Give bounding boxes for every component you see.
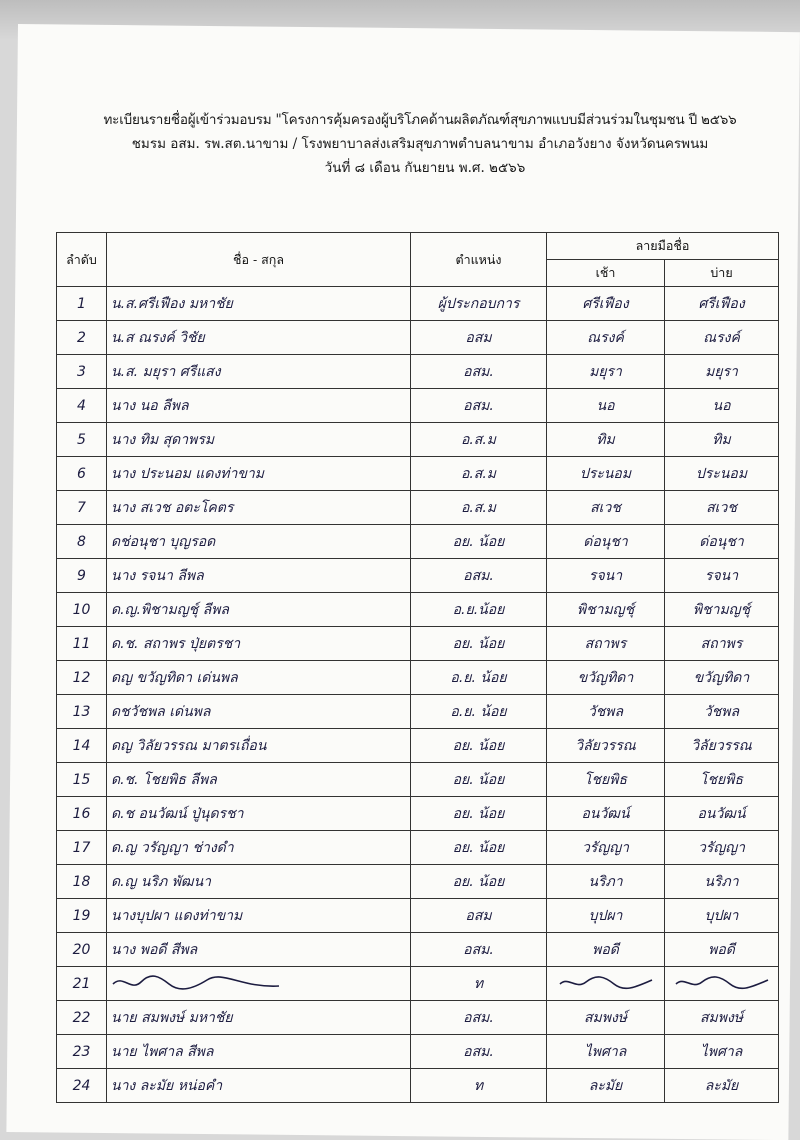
participant-name: นาง นอ ลีพล [107, 389, 411, 423]
row-number: 18 [57, 865, 107, 899]
afternoon-signature [665, 967, 779, 1001]
document-header [60, 108, 780, 180]
morning-signature: วัชพล [547, 695, 665, 729]
row-number: 4 [57, 389, 107, 423]
col-afternoon-header: บ่าย [665, 260, 779, 287]
participant-position: อ.ย.น้อย [411, 593, 547, 627]
table-row [57, 865, 779, 899]
morning-signature: ทิม [547, 423, 665, 457]
table-row [57, 593, 779, 627]
afternoon-signature: วรัญญา [665, 831, 779, 865]
participant-name: ดชวัชพล เด่นพล [107, 695, 411, 729]
col-name-header: ชื่อ - สกุล [107, 233, 411, 287]
col-no-header: ลำดับ [57, 233, 107, 287]
morning-signature: บุปผา [547, 899, 665, 933]
morning-signature: สมพงษ์ [547, 1001, 665, 1035]
participant-name: น.ส. มยุรา ศรีแสง [107, 355, 411, 389]
table-row [57, 729, 779, 763]
morning-signature: ด่อนุชา [547, 525, 665, 559]
participant-position: อย. น้อย [411, 729, 547, 763]
participant-name: ดญ วิลัยวรรณ มาตรเถื่อน [107, 729, 411, 763]
participant-position: อสม. [411, 389, 547, 423]
participant-position: อสม. [411, 1001, 547, 1035]
table-row [57, 287, 779, 321]
participant-position: อสม. [411, 355, 547, 389]
header-row [57, 233, 779, 260]
afternoon-signature: นอ [665, 389, 779, 423]
morning-signature: นอ [547, 389, 665, 423]
participant-name: ดญ ขวัญทิดา เด่นพล [107, 661, 411, 695]
row-number: 10 [57, 593, 107, 627]
table-row [57, 423, 779, 457]
table-body [57, 287, 779, 1103]
morning-signature: ณรงค์ [547, 321, 665, 355]
morning-signature: สเวช [547, 491, 665, 525]
participant-position: อย. น้อย [411, 763, 547, 797]
table-row [57, 1035, 779, 1069]
table-row [57, 1069, 779, 1103]
morning-signature: สถาพร [547, 627, 665, 661]
afternoon-signature: พิชามญชุ์ [665, 593, 779, 627]
afternoon-signature: รจนา [665, 559, 779, 593]
morning-signature: รจนา [547, 559, 665, 593]
row-number: 12 [57, 661, 107, 695]
table-row [57, 389, 779, 423]
morning-signature: มยุรา [547, 355, 665, 389]
participant-position: ผู้ประกอบการ [411, 287, 547, 321]
row-number: 23 [57, 1035, 107, 1069]
participant-name: นาย สมพงษ์ มหาชัย [107, 1001, 411, 1035]
row-number: 16 [57, 797, 107, 831]
table-row [57, 763, 779, 797]
participant-name: นาง รจนา ลีพล [107, 559, 411, 593]
row-number: 17 [57, 831, 107, 865]
afternoon-signature: วัชพล [665, 695, 779, 729]
morning-signature: อนวัฒน์ [547, 797, 665, 831]
table-row [57, 967, 779, 1001]
table-row [57, 797, 779, 831]
table-row [57, 695, 779, 729]
participant-name: ด.ช อนวัฒน์ ปู่นุดรชา [107, 797, 411, 831]
table-row [57, 559, 779, 593]
morning-signature: นริภา [547, 865, 665, 899]
participant-name: นาง พอดี สีพล [107, 933, 411, 967]
participant-name: ด.ญ วรัญญา ช่างดำ [107, 831, 411, 865]
afternoon-signature: ละมัย [665, 1069, 779, 1103]
afternoon-signature: นริภา [665, 865, 779, 899]
row-number: 11 [57, 627, 107, 661]
participant-position: อสม. [411, 559, 547, 593]
afternoon-signature: อนวัฒน์ [665, 797, 779, 831]
table-row [57, 1001, 779, 1035]
participant-name: น.ส ณรงค์ วิชัย [107, 321, 411, 355]
col-signature-header: ลายมือชื่อ [547, 233, 779, 260]
participant-position: อย. น้อย [411, 525, 547, 559]
row-number: 19 [57, 899, 107, 933]
participant-name: นางบุปผา แดงท่าขาม [107, 899, 411, 933]
row-number: 6 [57, 457, 107, 491]
row-number: 22 [57, 1001, 107, 1035]
row-number: 2 [57, 321, 107, 355]
morning-signature: วิลัยวรรณ [547, 729, 665, 763]
scribble-mark [111, 970, 281, 994]
participant-name: ด.ญ นริภ พัฒนา [107, 865, 411, 899]
row-number: 1 [57, 287, 107, 321]
registration-table [56, 232, 779, 1103]
participant-position: อ.ย. น้อย [411, 661, 547, 695]
table-row [57, 627, 779, 661]
participant-name: ด.ช. โชยพิธ ลีพล [107, 763, 411, 797]
row-number: 8 [57, 525, 107, 559]
morning-signature: ประนอม [547, 457, 665, 491]
participant-name: ด.ญ.พิชามญชุ์ ลีพล [107, 593, 411, 627]
participant-name: นาง ทิม สุดาพรม [107, 423, 411, 457]
morning-signature: พิชามญชุ์ [547, 593, 665, 627]
participant-name: นาง ประนอม แดงท่าขาม [107, 457, 411, 491]
participant-name: นาง สเวช อตะโคตร [107, 491, 411, 525]
afternoon-signature: บุปผา [665, 899, 779, 933]
participant-position: อ.ย. น้อย [411, 695, 547, 729]
participant-position: อ.ส.ม [411, 491, 547, 525]
table-row [57, 899, 779, 933]
afternoon-signature: สมพงษ์ [665, 1001, 779, 1035]
row-number: 7 [57, 491, 107, 525]
morning-signature: ละมัย [547, 1069, 665, 1103]
participant-position: อสม. [411, 1035, 547, 1069]
col-position-header: ตำแหน่ง [411, 233, 547, 287]
morning-signature: วรัญญา [547, 831, 665, 865]
participant-position: อย. น้อย [411, 797, 547, 831]
header-organization: ชมรม อสม. รพ.สต.นาขาม / โรงพยาบาลส่งเสริมสุขภาพตำบลนาขาม อำเภอวังยาง จังหวัดนครพนม [131, 136, 709, 152]
afternoon-signature: ไพศาล [665, 1035, 779, 1069]
row-number: 14 [57, 729, 107, 763]
morning-signature: โชยพิธ [547, 763, 665, 797]
afternoon-signature: ทิม [665, 423, 779, 457]
participant-name: ด.ช. สถาพร ปุ่ยตรชา [107, 627, 411, 661]
morning-signature: ขวัญทิดา [547, 661, 665, 695]
participant-position: อสม. [411, 933, 547, 967]
morning-signature: พอดี [547, 933, 665, 967]
table-row [57, 321, 779, 355]
afternoon-signature: มยุรา [665, 355, 779, 389]
afternoon-signature: ด่อนุชา [665, 525, 779, 559]
participant-position: อ.ส.ม [411, 457, 547, 491]
row-number: 5 [57, 423, 107, 457]
participant-name: น.ส.ศรีเฟือง มหาชัย [107, 287, 411, 321]
afternoon-signature: ประนอม [665, 457, 779, 491]
afternoon-signature: ณรงค์ [665, 321, 779, 355]
afternoon-signature: สเวช [665, 491, 779, 525]
afternoon-signature: สถาพร [665, 627, 779, 661]
row-number: 15 [57, 763, 107, 797]
participant-position: ท [411, 967, 547, 1001]
participant-position: ท [411, 1069, 547, 1103]
morning-signature: ศรีเฟือง [547, 287, 665, 321]
morning-signature [547, 967, 665, 1001]
afternoon-signature: ศรีเฟือง [665, 287, 779, 321]
participant-position: อย. น้อย [411, 865, 547, 899]
participant-position: อสม [411, 321, 547, 355]
header-title: ทะเบียนรายชื่อผู้เข้าร่วมอบรม "โครงการคุ้มครองผู้บริโภคด้านผลิตภัณฑ์สุขภาพแบบมีส่วนร่วมในชุมชน ปี ๒๕๖๖ [103, 112, 737, 128]
afternoon-signature: พอดี [665, 933, 779, 967]
row-number: 20 [57, 933, 107, 967]
row-number: 13 [57, 695, 107, 729]
table-row [57, 933, 779, 967]
afternoon-signature: วิลัยวรรณ [665, 729, 779, 763]
morning-signature: ไพศาล [547, 1035, 665, 1069]
participant-name: นาย ไพศาล สีพล [107, 1035, 411, 1069]
participant-name: ดช่อนุชา บุญรอด [107, 525, 411, 559]
header-date: วันที่ ๘ เดือน กันยายน พ.ศ. ๒๕๖๖ [324, 160, 526, 176]
scribble-mark [558, 970, 654, 994]
afternoon-signature: ขวัญทิดา [665, 661, 779, 695]
scribble-mark [674, 970, 770, 994]
row-number: 9 [57, 559, 107, 593]
participant-name [107, 967, 411, 1001]
participant-position: อย. น้อย [411, 831, 547, 865]
col-morning-header: เช้า [547, 260, 665, 287]
participant-name: นาง ละมัย หน่อคำ [107, 1069, 411, 1103]
participant-position: อย. น้อย [411, 627, 547, 661]
row-number: 3 [57, 355, 107, 389]
participant-position: อสม [411, 899, 547, 933]
table-row [57, 831, 779, 865]
table-row [57, 457, 779, 491]
table-row [57, 525, 779, 559]
participant-position: อ.ส.ม [411, 423, 547, 457]
afternoon-signature: โชยพิธ [665, 763, 779, 797]
table-row [57, 661, 779, 695]
row-number: 24 [57, 1069, 107, 1103]
row-number: 21 [57, 967, 107, 1001]
table-row [57, 491, 779, 525]
table-row [57, 355, 779, 389]
